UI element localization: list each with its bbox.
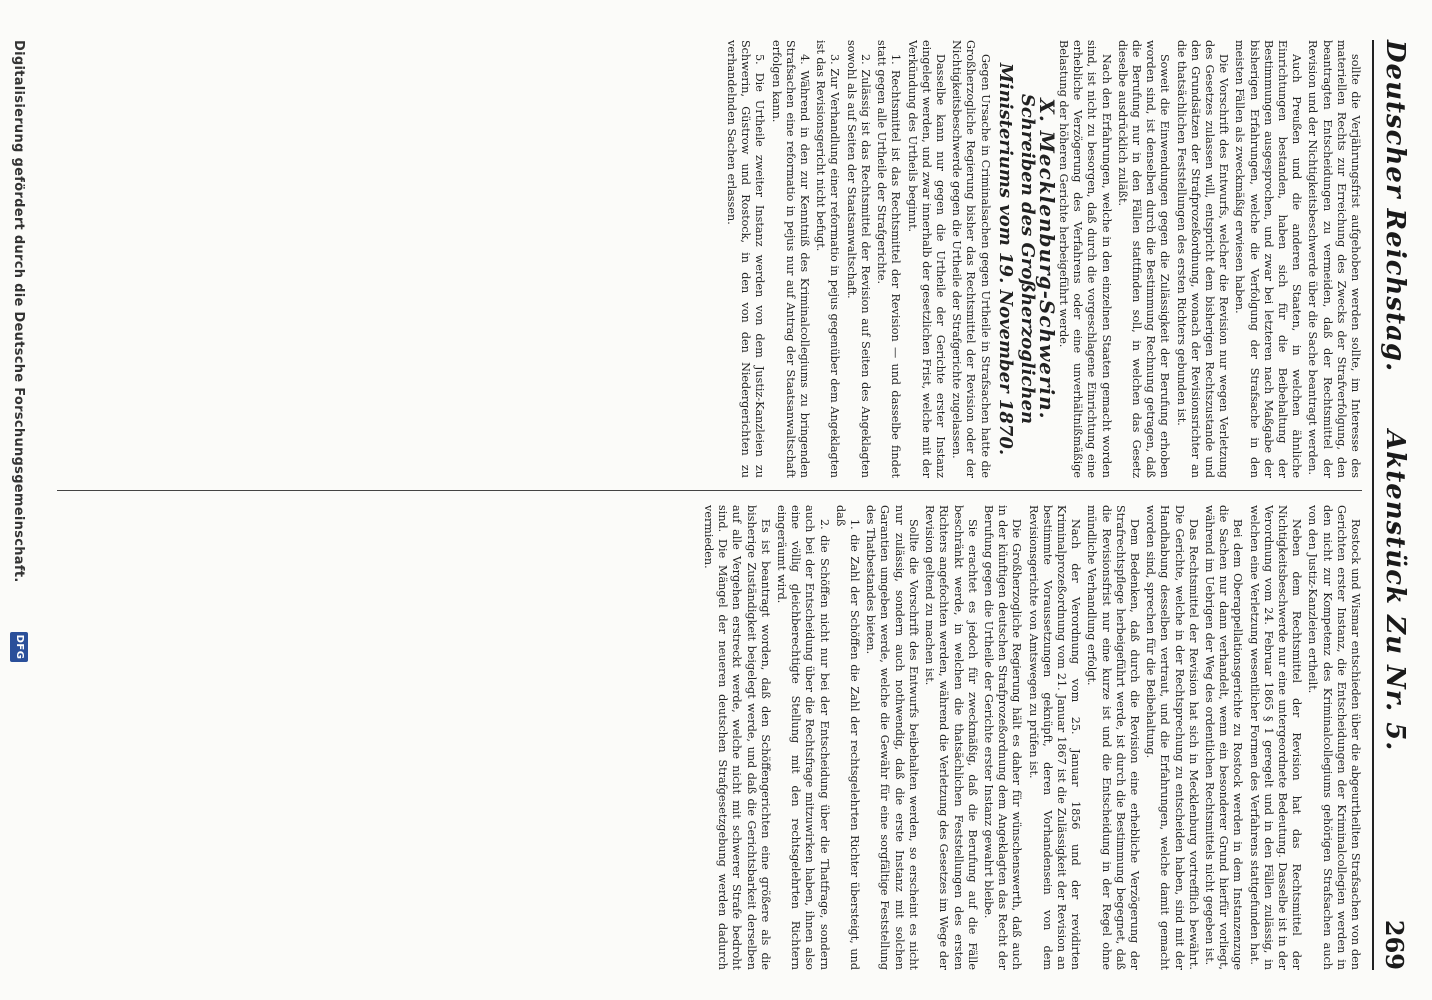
- list-item: 1. Rechtsmittel ist das Rechtsmittel der Revision — und dasselbe findet statt gegen alle Urtheile der Strafgerichte.: [875, 40, 903, 478]
- paragraph: Gegen Ursache in Criminalsachen gegen Urtheile in Strafsachen hatte die Großherzogliche Regierung bisher das Rechtsmittel der Revision oder der Nichtigkeitsbeschwerde gegen die Urtheile der Strafgerichte zugelassen.: [950, 40, 992, 478]
- paragraph: Das Rechtsmittel der Revision hat sich in Mecklenburg vortrefflich bewährt. Die Gerichte, welche in der Rechtsprechung zu entscheiden haben, sind mit der Handhabung desselben vertraut, und die Erfahrungen, welche damit gemacht worden sind, sprechen für die Beibehaltung.: [1144, 505, 1200, 970]
- list-item: 5. Die Urtheile zweiter Instanz werden von dem Justiz-Kanzleien zu Schwerin, Güstrow und Rostock, in den von den Niedergerichten zu verhandelnden Sachen erlassen.: [725, 40, 767, 478]
- paragraph: Es ist beantragt worden, daß den Schöffengerichten eine größere als die bisherige Zuständigkeit beigelegt werde, und daß die Gerichtsbarkeit derselben auf alle Vergehen erstreckt werde, welche nicht mit schwerer Strafe bedroht sind. Die Mängel der neueren deutschen Strafgesetzgebung werden dadurch vermieden.: [702, 505, 772, 970]
- paragraph: Die Großherzogliche Regierung hält es daher für wünschenswerth, daß auch in der künftigen deutschen Strafprozeßordnung dem Angeklagten das Recht der Berufung gegen die Urtheile der Gerichte erster Instanz gewahrt bleibe.: [981, 505, 1024, 970]
- list-item: 4. Während in den zur Kenntniß des Kriminalcollegiums zu bringenden Strafsachen eine reformatio in pejus nur auf Antrag der Staatsanwaltschaft erfolgen kann.: [769, 40, 812, 478]
- paragraph: Nach der Verordnung vom 25. Januar 1856 und der revidirten Kriminalprozeßordnung vom 21. Januar 1867 ist die Zulässigkeit der Revision an bestimmte Voraussetzungen geknüpft, deren Vorhandensein von dem Revisionsgerichte von Amtswegen zu prüfen ist.: [1026, 505, 1083, 970]
- page-number: 269: [1380, 919, 1409, 970]
- right-column: [57, 505, 1362, 970]
- paragraph: Nach den Erfahrungen, welche in den einzelnen Staaten gemacht worden sind, ist nicht zu besorgen, daß durch die vorgeschlagene Einrichtung eine erhebliche Verzögerung des Verfahrens oder eine unverhältnißmäßige Belastung der höheren Gerichte herbeigeführt werde.: [1056, 40, 1113, 478]
- page-header: [1372, 40, 1414, 970]
- dfg-logo: DFG: [10, 632, 28, 662]
- paragraph: Soweit die Einwendungen gegen die Zulässigkeit der Berufung erhoben worden sind, ist denselben durch die Bestimmung Rechnung getragen, daß die Berufung nur in den Fällen stattfinden soll, in welchen das Gesetz dieselbe ausdrücklich zuläßt.: [1115, 40, 1172, 478]
- paragraph: Sie erachtet es jedoch für zweckmäßig, daß die Berufung auf die Fälle beschränkt werde, in welchen die thatsächlichen Feststellungen des ersten Richters angefochten werden, während die Verletzung des Gesetzes im Wege der Revision geltend zu machen ist.: [923, 505, 979, 970]
- list-item: 2. die Schöffen nicht nur bei der Entscheidung über die Thatfrage, sondern auch bei der Entscheidung über die Rechtsfrage mitzuwirken haben, ihnen also eine völlig gleichberechtigte Stellung mit den rechtsgelehrten Richtern eingeräumt wird.: [775, 505, 831, 970]
- column-divider: [57, 490, 1362, 491]
- list-item: 2. Zulässig ist das Rechtsmittel der Revision auf Seiten des Angeklagten sowohl als auf Seiten der Staatsanwaltschaft.: [844, 40, 872, 478]
- paragraph: Dem Bedenken, daß durch die Revision eine erhebliche Verzögerung der Strafrechtspflege herbeigeführt werde, ist durch die Bestimmung begegnet, daß die Revisionsfrist nur eine kurze ist und die Entscheidung in der Regel ohne mündliche Verhandlung erfolgt.: [1085, 505, 1141, 970]
- left-column: [57, 40, 1362, 478]
- section-subtitle: Schreiben des Großherzoglichen Ministeriums vom 19. November 1870.: [994, 62, 1038, 456]
- footer-credit: Digitalisierung gefördert durch die Deutsche Forschungsgemeinschaft.: [11, 40, 26, 583]
- paragraph: Sollte die Vorschrift des Entwurfs beibehalten werden, so erscheint es nicht nur zulässig, sondern auch nothwendig, daß die erste Instanz mit solchen Garantien umgeben werde, welche die Gewähr für eine sorgfältige Feststellung des Thatbestandes bieten.: [864, 505, 920, 970]
- paragraph: Bei dem Oberappellationsgerichte zu Rostock werden in dem Instanzenzuge die Sachen nur dann verhandelt, wenn ein besonderer Grund hierfür vorliegt, während im Uebrigen der Weg des ordentlichen Rechtsmittels nicht gegeben ist.: [1202, 505, 1245, 970]
- paragraph: Neben dem Rechtsmittel der Revision hat das Rechtsmittel der Nichtigkeitsbeschwerde nur eine untergeordnete Bedeutung. Dasselbe ist in der Verordnung vom 24. Februar 1865 § 1 geregelt und in den Fällen zulässig, in welchen eine Verletzung wesentlicher Formen des Verfahrens stattgefunden hat.: [1247, 505, 1304, 970]
- header-publication: Deutscher Reichstag.: [1380, 40, 1410, 373]
- paragraph: Die Vorschrift des Entwurfs, welcher die Revision nur wegen Verletzung des Gesetzes zulassen will, entspricht dem bisherigen Rechtszustande und den Grundsätzen der Strafprozeßordnung, wonach der Revisionsrichter an die thatsächlichen Feststellungen des ersten Richters gebunden ist.: [1174, 40, 1231, 478]
- header-document-ref: Aktenstück Zu Nr. 5.: [1380, 430, 1410, 752]
- paragraph: Auch Preußen und die anderen Staaten, in welchen ähnliche Einrichtungen bestanden, haben sich für die Beibehaltung der Bestimmungen ausgesprochen, und zwar bei letzteren nach Maßgabe der bisherigen Erfahrungen, welche die Verfolgung der Strafsache in den meisten Fällen als zweckmäßig erwiesen haben.: [1233, 40, 1304, 478]
- paragraph: sollte die Verjährungsfrist aufgehoben werden sollte, im Interesse des materiellen Rechts zur Erreichung des Zwecks der Strafverfolgung, den beantragten Entscheidungen zu vermeiden, daß der Rechtsmittel der Revision und der Nichtigkeitsbeschwerde über die Sache beantragt werden.: [1306, 40, 1362, 478]
- paragraph: Rostock und Wismar entschieden über die abgeurtheilten Strafsachen von den Gerichten erster Instanz, die Entscheidungen der Kriminalcollegien werden in den nicht zur Kompetenz des Kriminalcollegiums gehörigen Strafsachen auch von den Justiz-Kanzleien ertheilt.: [1306, 505, 1362, 970]
- paragraph: Dasselbe kann nur gegen die Urtheile der Gerichte erster Instanz eingelegt werden, und zwar innerhalb der gesetzlichen Frist, welche mit der Verkündung des Urtheils beginnt.: [905, 40, 947, 478]
- section-title: X. Mecklenburg-Schwerin.: [1034, 98, 1059, 420]
- list-item: 3. Zur Verhandlung einer reformatio in pejus gegenüber dem Angeklagten ist das Revisionsgericht nicht befugt.: [814, 40, 842, 478]
- list-item: 1. die Zahl der Schöffen die Zahl der rechtsgelehrten Richter übersteigt, und daß: [833, 505, 862, 970]
- digitization-footer: [6, 40, 28, 970]
